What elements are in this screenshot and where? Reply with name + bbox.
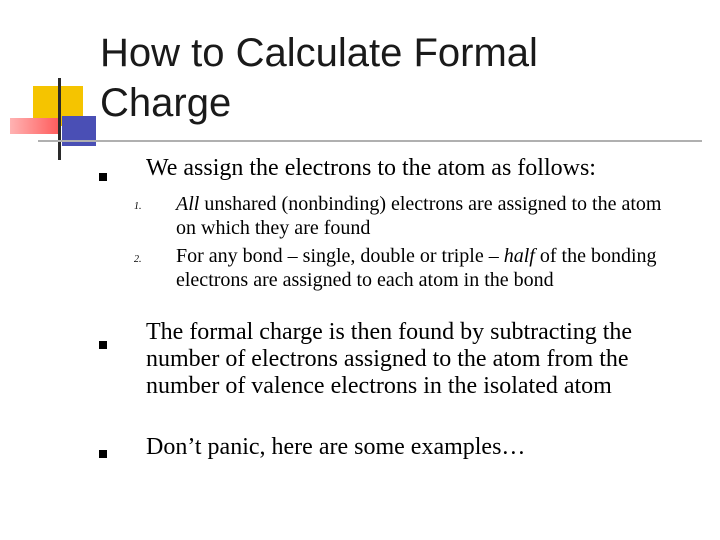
bullet-3-text: Don’t panic, here are some examples… bbox=[146, 434, 526, 460]
slide-title: How to Calculate Formal Charge bbox=[100, 31, 538, 125]
bullet-1-text: We assign the electrons to the atom as follows: bbox=[146, 155, 596, 181]
bullet-marker bbox=[99, 341, 107, 349]
subitem-1-emphasis: All bbox=[176, 193, 200, 215]
bullet-marker bbox=[99, 450, 107, 458]
bullet-2-text: The formal charge is then found by subtracting the number of electrons assigned to the atom from the number of valence electrons in the isolated atom bbox=[146, 319, 633, 399]
subitem-2-before: For any bond – single, double or triple – bbox=[176, 245, 504, 267]
subitem-1-number: 1. bbox=[134, 201, 142, 212]
subitem-2-number: 2. bbox=[134, 254, 142, 265]
subitem-1-rest: unshared (nonbinding) electrons are assigned to the atom on which they are found bbox=[176, 193, 662, 239]
subitem-2-after: of the bonding electrons are assigned to each atom in the bond bbox=[176, 245, 657, 291]
subitem-2-text bbox=[176, 244, 676, 292]
subitem-1-text bbox=[176, 192, 676, 240]
decorative-vertical-line bbox=[58, 78, 61, 160]
title-divider-line bbox=[38, 140, 702, 142]
bullet-marker bbox=[99, 173, 107, 181]
decorative-red-bar bbox=[10, 118, 60, 134]
subitem-2-emphasis: half bbox=[503, 245, 535, 267]
